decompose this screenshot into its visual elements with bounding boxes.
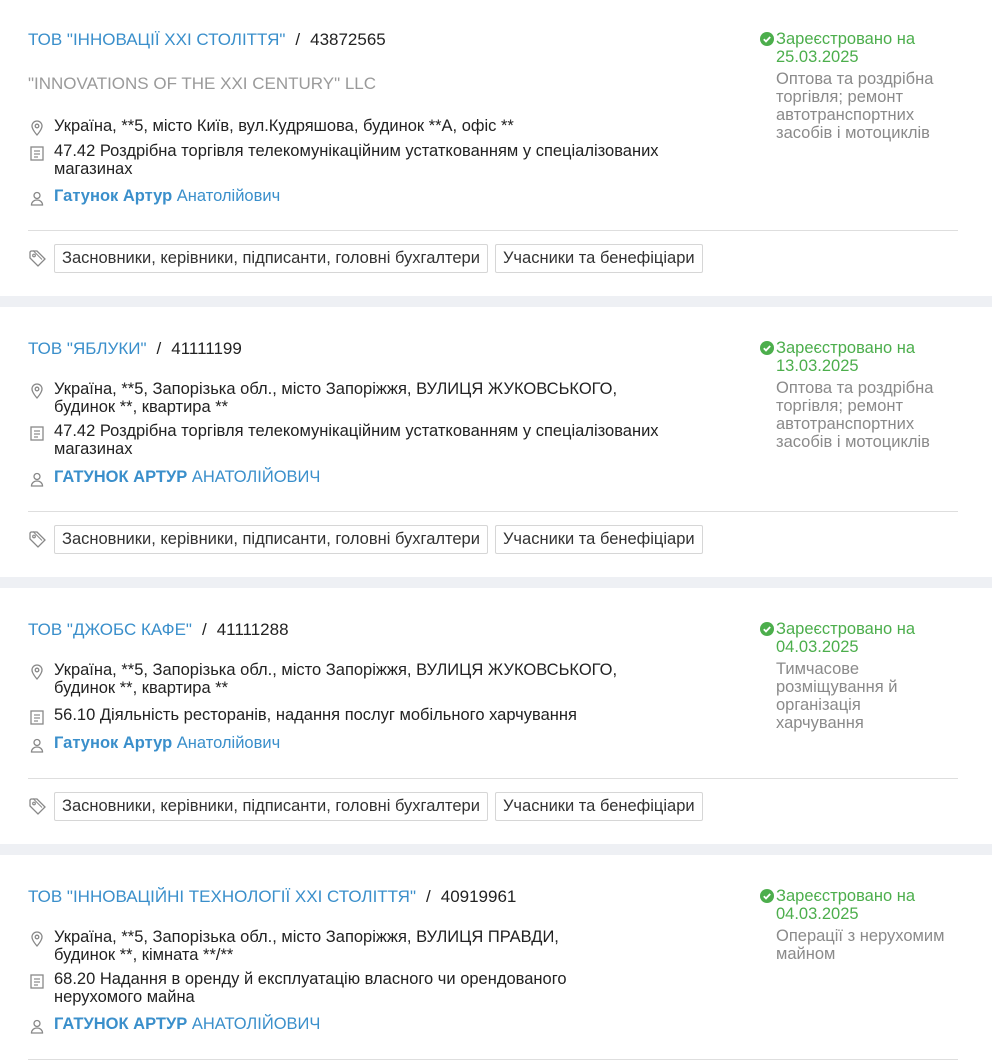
company-name-link[interactable]: ТОВ "ІННОВАЦІЇ XXI СТОЛІТТЯ" [28, 30, 286, 49]
address-text: Україна, **5, Запорізька обл., місто Запоріжжя, ВУЛИЦЯ ПРАВДИ, будинок **, кімната **/** [54, 928, 559, 964]
separator: / [156, 339, 162, 358]
divider [28, 1059, 958, 1060]
registration-status [760, 620, 975, 656]
location-pin-icon [28, 382, 46, 400]
document-icon [28, 424, 46, 442]
participants-button[interactable]: Учасники та бенефіціари [495, 525, 703, 554]
person-row [28, 734, 708, 754]
person-icon [28, 470, 46, 488]
status-block [760, 887, 975, 963]
person-patronymic: Анатолійович [176, 734, 281, 752]
tag-icon [28, 530, 48, 550]
company-card [0, 588, 992, 844]
tags-row [28, 244, 710, 273]
status-text: Зареєстровано на 04.03.2025 [776, 620, 915, 656]
tag-icon [28, 797, 48, 817]
company-code: 41111199 [171, 339, 242, 358]
company-name-link[interactable]: ТОВ "ЯБЛУКИ" [28, 339, 147, 358]
document-icon [28, 972, 46, 990]
person-icon [28, 1017, 46, 1035]
person-icon [28, 189, 46, 207]
status-text: Зареєстровано на 04.03.2025 [776, 887, 915, 923]
divider [28, 230, 958, 231]
address-row [28, 380, 708, 416]
address-row [28, 117, 708, 137]
divider [28, 511, 958, 512]
document-icon [28, 708, 46, 726]
separator: / [201, 620, 207, 639]
company-card [0, 855, 992, 1062]
person-link[interactable] [54, 468, 320, 487]
kved-row [28, 422, 708, 458]
company-name-link[interactable]: ТОВ "ІННОВАЦІЙНІ ТЕХНОЛОГІЇ XXI СТОЛІТТЯ" [28, 887, 416, 906]
tags-row [28, 525, 710, 554]
separator: / [295, 30, 301, 49]
status-text: Зареєстровано на 25.03.2025 [776, 30, 915, 66]
person-link[interactable] [54, 187, 280, 206]
person-row [28, 468, 708, 488]
person-surname-first: ГАТУНОК АРТУР [54, 1015, 188, 1033]
person-patronymic: АНАТОЛІЙОВИЧ [191, 1015, 321, 1033]
kved-row [28, 706, 708, 726]
tags-row [28, 792, 710, 821]
founders-button[interactable]: Засновники, керівники, підписанти, головні бухгалтери [54, 244, 488, 273]
address-row [28, 661, 708, 697]
check-circle-icon [760, 889, 774, 903]
check-circle-icon [760, 32, 774, 46]
status-block [760, 30, 975, 142]
kved-row [28, 970, 708, 1006]
company-card [0, 307, 992, 577]
kved-text: 47.42 Роздрібна торгівля телекомунікаційним устаткованням у спеціалізованих магазинах [54, 142, 659, 178]
status-text: Зареєстровано на 13.03.2025 [776, 339, 915, 375]
kved-text: 68.20 Надання в оренду й експлуатацію власного чи орендованого нерухомого майна [54, 970, 567, 1006]
status-block [760, 620, 975, 732]
check-circle-icon [760, 622, 774, 636]
person-surname-first: Гатунок Артур [54, 187, 173, 205]
address-text: Україна, **5, Запорізька обл., місто Запоріжжя, ВУЛИЦЯ ЖУКОВСЬКОГО, будинок **, квартира ** [54, 661, 618, 697]
company-code: 40919961 [440, 887, 517, 906]
divider [28, 778, 958, 779]
company-code: 43872565 [310, 30, 386, 49]
company-name-link[interactable]: ТОВ "ДЖОБС КАФЕ" [28, 620, 192, 639]
person-row [28, 187, 708, 207]
company-latin-name: "INNOVATIONS OF THE XXI CENTURY" LLC [28, 74, 377, 93]
registration-status [760, 887, 975, 923]
company-code: 41111288 [216, 620, 289, 639]
location-pin-icon [28, 119, 46, 137]
person-icon [28, 736, 46, 754]
location-pin-icon [28, 930, 46, 948]
person-surname-first: Гатунок Артур [54, 734, 173, 752]
tag-icon [28, 249, 48, 269]
status-block [760, 339, 975, 451]
person-patronymic: Анатолійович [176, 187, 281, 205]
check-circle-icon [760, 341, 774, 355]
document-icon [28, 144, 46, 162]
founders-button[interactable]: Засновники, керівники, підписанти, головні бухгалтери [54, 525, 488, 554]
company-title [28, 887, 516, 907]
company-title [28, 339, 242, 359]
participants-button[interactable]: Учасники та бенефіціари [495, 244, 703, 273]
person-link[interactable] [54, 1015, 320, 1034]
address-text: Україна, **5, Запорізька обл., місто Запоріжжя, ВУЛИЦЯ ЖУКОВСЬКОГО, будинок **, квартира ** [54, 380, 618, 416]
registration-status [760, 30, 975, 66]
person-patronymic: АНАТОЛІЙОВИЧ [191, 468, 321, 486]
company-title [28, 620, 289, 640]
kved-row [28, 142, 708, 178]
activity-sector: Оптова та роздрібна торгівля; ремонт автотранспортних засобів і мотоциклів [776, 70, 934, 142]
company-title [28, 30, 386, 50]
address-row [28, 928, 708, 964]
kved-text: 47.42 Роздрібна торгівля телекомунікаційним устаткованням у спеціалізованих магазинах [54, 422, 659, 458]
location-pin-icon [28, 663, 46, 681]
kved-text: 56.10 Діяльність ресторанів, надання послуг мобільного харчування [54, 706, 577, 724]
person-surname-first: ГАТУНОК АРТУР [54, 468, 188, 486]
participants-button[interactable]: Учасники та бенефіціари [495, 792, 703, 821]
activity-sector: Тимчасове розміщування й організація харчування [776, 660, 898, 732]
registration-status [760, 339, 975, 375]
founders-button[interactable]: Засновники, керівники, підписанти, головні бухгалтери [54, 792, 488, 821]
activity-sector: Оптова та роздрібна торгівля; ремонт автотранспортних засобів і мотоциклів [776, 379, 934, 451]
address-text: Україна, **5, місто Київ, вул.Кудряшова, будинок **А, офіс ** [54, 117, 514, 135]
activity-sector: Операції з нерухомим майном [776, 927, 945, 963]
person-row [28, 1015, 708, 1035]
person-link[interactable] [54, 734, 280, 753]
separator: / [426, 887, 431, 906]
company-card [0, 0, 992, 296]
